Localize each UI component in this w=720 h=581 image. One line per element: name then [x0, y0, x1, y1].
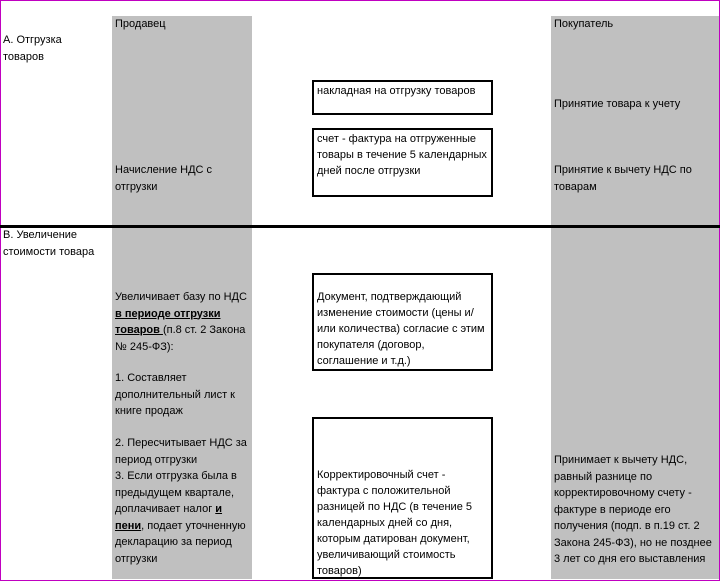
buyer-action-b: Принимает к вычету НДС, равный разнице по корректировочному счету - фактуре в периоде его получения (подп. в п.19 ст. 2 Закона 245-ФЗ), но не позднее 3 лет со дня его выставления [554, 454, 712, 565]
seller-p1-emphasis: в периоде отгрузки товаров [115, 307, 221, 336]
seller-step3-text: 3. Если отгрузка была в предыдущем квартале, доплачивает налог [115, 470, 237, 515]
buyer-header: Покупатель [554, 18, 614, 30]
seller-action-a: Начисление НДС с отгрузки [115, 164, 213, 193]
seller-step3-tail: , подает уточненную декларацию за период отгрузки [115, 519, 246, 565]
seller-step3-emphasis: и пени [115, 503, 223, 532]
seller-header: Продавец [115, 18, 166, 30]
buyer-action-accounting: Принятие товара к учету [554, 98, 681, 110]
cost-change-document-box: Документ, подтверждающий изменение стоимости (цены и/или количества) согласие с этим покупателя (договор, соглашение и т.д.) [312, 273, 493, 371]
shipping-invoice-box: накладная на отгрузку товаров [312, 80, 493, 115]
correction-invoice-box: Корректировочный счет - фактура с положительной разницей по НДС (в течение 5 календарных дней со дня, которым датирован документ, увеличивающий стоимость товаров) [312, 417, 493, 579]
section-a-label: А. Отгрузка товаров [3, 34, 62, 63]
seller-p1-text: Увеличивает базу по НДС [115, 291, 247, 303]
seller-action-b [115, 289, 251, 355]
seller-step-3 [115, 468, 251, 567]
invoice-box-a: счет - фактура на отгруженные товары в течение 5 календарных дней после отгрузки [312, 128, 493, 197]
buyer-action-vat-deduction: Принятие к вычету НДС по товарам [554, 164, 692, 193]
section-b-label: В. Увеличение стоимости товара [3, 229, 95, 258]
seller-step-1: 1. Составляет дополнительный лист к книге продаж [115, 372, 235, 417]
seller-step-2: 2. Пересчитывает НДС за период отгрузки [115, 437, 247, 466]
seller-p1-reference: (п.8 ст. 2 Закона № 245-ФЗ): [115, 324, 246, 353]
